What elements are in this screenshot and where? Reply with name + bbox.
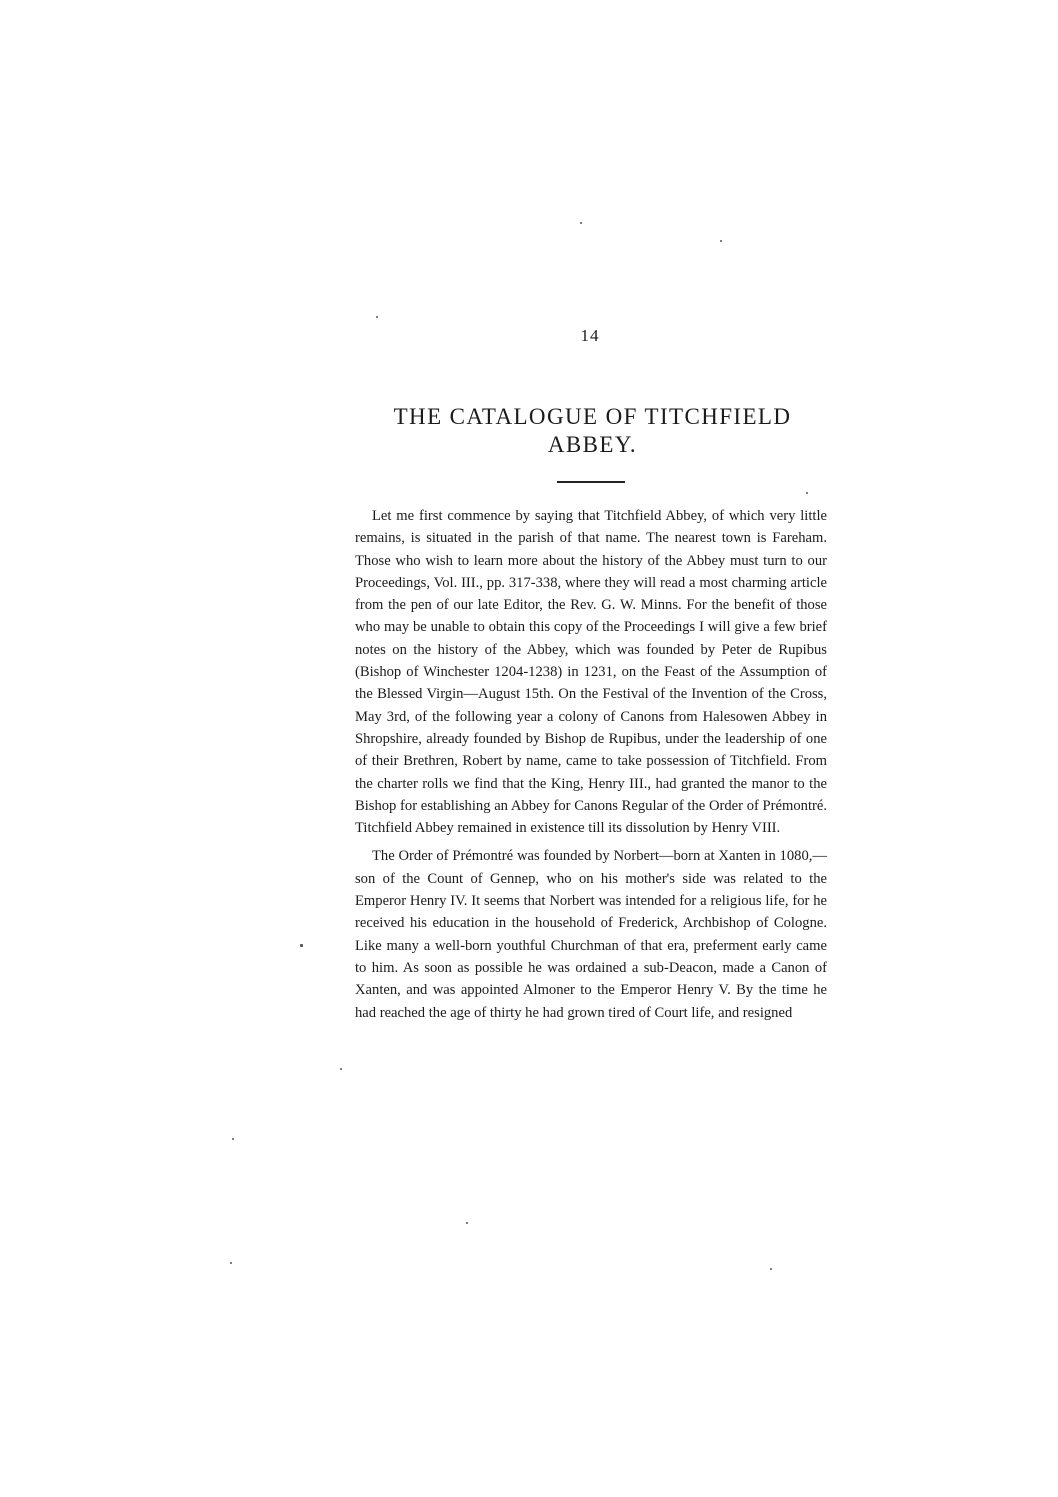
article-title: THE CATALOGUE OF TITCHFIELD ABBEY. [393,404,792,457]
article-body [355,505,827,1024]
title-divider [557,481,625,483]
paragraph: The Order of Prémontré was founded by Norbert—born at Xanten in 1080,—son of the Count of Gennep, who on his mother's side was related to the Emperor Henry IV. It seems that Norbert was intended for a religious life, for he received his education in the household of Frederick, Archbishop of Cologne. Like many a well-born youthful Churchman of that era, preferment early came to him. As soon as possible he was ordained a sub-Deacon, made a Canon of Xanten, and was appointed Almoner to the Emperor Henry V. By the time he had reached the age of thirty he had grown tired of Court life, and resigned [355,848,827,1021]
paragraph: Let me first commence by saying that Titchfield Abbey, of which very little remains, is situated in the parish of that name. The nearest town is Fareham. Those who wish to learn more about the history of the Abbey must turn to our Proceedings, Vol. III., pp. 317-338, where they will read a most charming article from the pen of our late Editor, the Rev. G. W. Minns. For the benefit of those who may be unable to obtain this copy of the Proceedings I will give a few brief notes on the history of the Abbey, which was founded by Peter de Rupibus (Bishop of Winchester 1204-1238) in 1231, on the Feast of the Assumption of the Blessed Virgin—August 15th. On the Festival of the Invention of the Cross, May 3rd, of the following year a colony of Canons from Halesowen Abbey in Shropshire, already founded by Bishop de Rupibus, under the leadership of one of their Brethren, Robert by name, came to take possession of Titchfield. From the charter rolls we find that the King, Henry III., had granted the manor to the Bishop for establishing an Abbey for Canons Regular of the Order of Prémontré. Titchfield Abbey remained in existence till its dissolution by Henry VIII. [355,508,827,837]
page-number: 14 [580,326,600,345]
